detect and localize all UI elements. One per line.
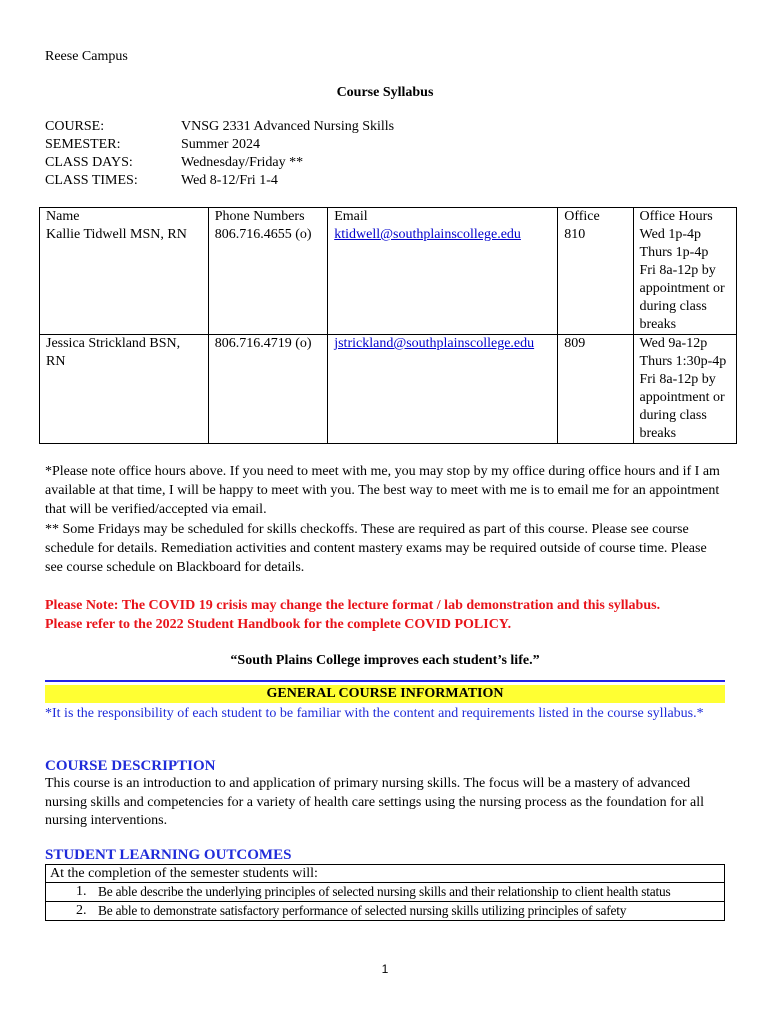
table-cell [328,335,558,444]
office-hours-line: during class [639,408,707,423]
list-number: 2. [76,903,87,918]
course-info-block [45,118,394,190]
header-hours: Office Hours [639,209,713,224]
campus-name: Reese Campus [45,49,128,64]
list-item [46,902,724,920]
college-motto: “South Plains College improves each student’s life.” [230,653,540,668]
table-row [40,208,737,335]
learning-outcomes-heading: STUDENT LEARNING OUTCOMES [45,847,292,863]
table-cell [558,335,633,444]
faculty-office: 810 [564,227,586,242]
list-text: Be able describe the underlying principles of selected nursing skills and their relationship to client health status [98,884,671,899]
faculty-email-link[interactable]: jstrickland@southplainscollege.edu [334,336,535,351]
office-hours-line: breaks [639,317,677,332]
course-info-row [45,172,394,190]
table-row [40,335,737,444]
learning-outcomes-intro: At the completion of the semester students will: [46,865,724,883]
course-info-row [45,136,394,154]
table-cell [558,208,633,335]
course-info-row [45,154,394,172]
semester-label: SEMESTER: [45,137,121,152]
course-description-text: This course is an introduction to and application of primary nursing skills. The focus will be a mastery of advanced nursing skills and competencies for a variety of health care settings using the nursing process as the foundation for all nursing interventions. [45,776,704,828]
friday-note: ** Some Fridays may be scheduled for skills checkoffs. These are required as part of this course. Please see course schedule for details. Remediation activities and content mastery exams may be required outside of course time. Please see course schedule on Blackboard for details. [45,522,707,576]
covid-note-line: Please refer to the 2022 Student Handbook for the complete COVID POLICY. [45,617,512,632]
office-hours-line: Fri 8a-12p by [639,372,716,387]
course-description-heading: COURSE DESCRIPTION [45,758,216,774]
faculty-name: Jessica Strickland BSN, RN [46,336,181,369]
header-name: Name [46,209,80,224]
header-office: Office [564,209,600,224]
list-text: Be able to demonstrate satisfactory performance of selected nursing skills utilizing principles of safety [98,903,627,918]
course-info-row [45,118,394,136]
table-cell [40,208,209,335]
office-hours-line: Thurs 1p-4p [639,245,709,260]
faculty-name: Kallie Tidwell MSN, RN [46,227,187,242]
office-hours-line: Wed 9a-12p [639,336,708,351]
table-cell [208,208,328,335]
office-hours-line: Wed 1p-4p [639,227,701,242]
responsibility-note: *It is the responsibility of each student to be familiar with the content and requirements listed in the course syllabus.* [45,706,704,721]
office-hours-line: Fri 8a-12p by [639,263,716,278]
course-value: VNSG 2331 Advanced Nursing Skills [181,119,395,134]
office-hours-line: appointment or [639,281,725,296]
class-times-value: Wed 8-12/Fri 1-4 [181,173,278,188]
office-hours-note: *Please note office hours above. If you need to meet with me, you may stop by my office during office hours and if I am available at that time, I will be happy to meet with you. The best way to meet with me is to email me for an appointment that will be verified/accepted via email. [45,464,720,518]
faculty-office: 809 [564,336,586,351]
faculty-phone: 806.716.4655 (o) [214,227,312,242]
class-days-label: CLASS DAYS: [45,155,133,170]
office-hours-line: Thurs 1:30p-4p [639,354,727,369]
list-number: 1. [76,884,87,899]
course-label: COURSE: [45,119,105,134]
office-hours-line: appointment or [639,390,725,405]
table-cell [40,335,209,444]
table-cell [328,208,558,335]
class-days-value: Wednesday/Friday ** [181,155,304,170]
covid-note-line: Please Note: The COVID 19 crisis may change the lecture format / lab demonstration and this syllabus. [45,598,661,613]
semester-value: Summer 2024 [181,137,260,152]
general-info-heading: GENERAL COURSE INFORMATION [45,685,725,703]
office-hours-line: during class [639,299,707,314]
covid-note [45,596,735,634]
office-hours-line: breaks [639,426,677,441]
learning-outcomes-table [45,864,725,921]
page-number: 1 [381,962,389,976]
table-cell [633,208,736,335]
divider [45,680,725,682]
table-cell [633,335,736,444]
list-item [46,883,724,902]
header-email: Email [334,209,368,224]
header-phone: Phone Numbers [214,209,305,224]
page-title: Course Syllabus [336,85,434,100]
faculty-phone: 806.716.4719 (o) [214,336,312,351]
faculty-table [39,207,737,444]
class-times-label: CLASS TIMES: [45,173,138,188]
faculty-email-link[interactable]: ktidwell@southplainscollege.edu [334,227,521,242]
table-cell [208,335,328,444]
